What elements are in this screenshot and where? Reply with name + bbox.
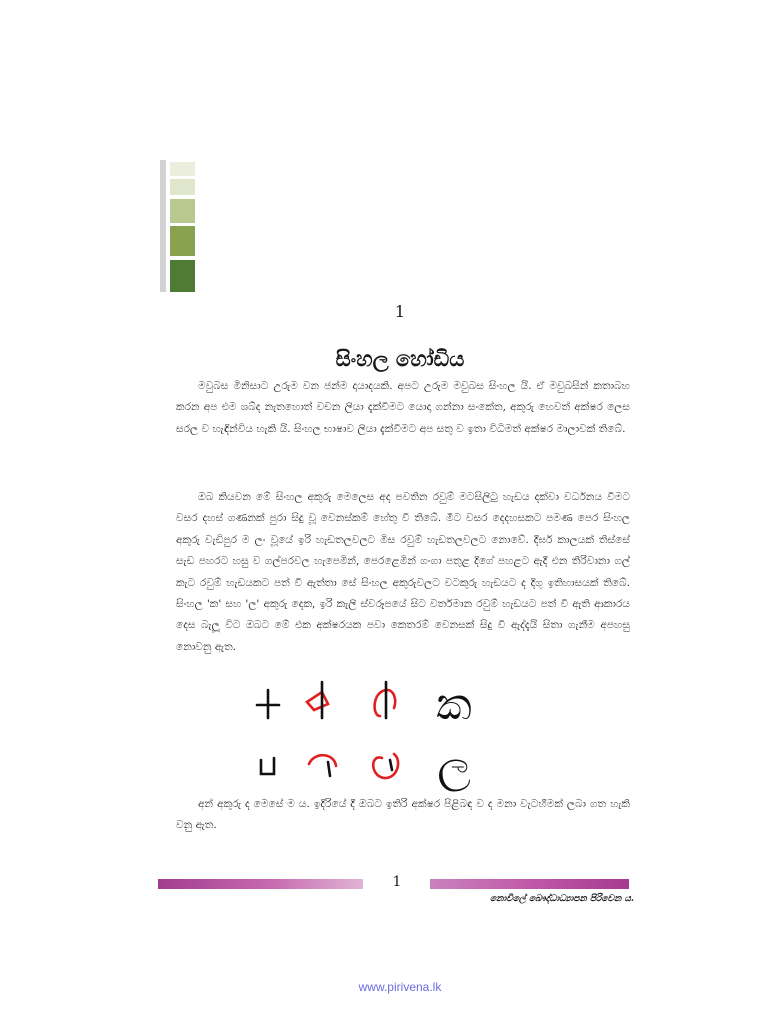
ka-stage-2: [307, 682, 328, 718]
page-title: සිංහල හෝඩිය: [335, 346, 465, 371]
site-url-link[interactable]: www.pirivena.lk: [358, 980, 442, 994]
la-stage-1: [261, 758, 274, 774]
ka-stage-3: [375, 682, 396, 718]
swatch-5: [170, 260, 195, 292]
swatch-rail: [160, 160, 166, 292]
footer-credit: නොවිලේ බෞද්ධාධ්‍යාපන පිරිවෙන ය.: [489, 894, 634, 904]
la-stage-3: [373, 754, 398, 778]
chapter-number: 1: [394, 302, 406, 321]
footer-page-number: 1: [392, 874, 402, 890]
swatch-1: [170, 162, 195, 176]
letter-evolution-figure: [236, 672, 506, 792]
color-swatch-strip: [160, 160, 196, 292]
swatch-4: [170, 226, 195, 256]
paragraph-2: ඔබ කියවන මේ සිංහල අකුරු මෙලෙස අද පවතින රවුම් මටසිලිටු හැඩය දක්වා වර්ධනය වීමට වසර දහස් ගණනක් පුරා සිදු වූ වෙනස්කම් හේතු වී තිබේ. මීට වසර දෙදහසකට පමණ පෙර සිංහල අකුරු වැඩිපුර ම ලං වූයේ ඉරි හැඩතලවලට මිස රවුම් හැඩතලවලට නොවේ. දීර්ඝ කාලයක් තිස්සේ සැඩ පහරට හසු ව ගල්පරවල හැපෙමින්, පෙරළෙමින් ගංගා පතුළ දිගේ පහළට ඇදී එන තිරිවානා ගල් කැට රවුම් හැඩයකට පත් වී ඇත්තා සේ සිංහල අකුරුවලට වටකුරු හැඩයට ද දිගු ඉතිහාසයක් තිබේ. සිංහල 'ක' සහ 'ල' අකුරු දෙක, ඉරි කැලි ස්වරූපයේ සිට වර්තමාන රවුම් හැඩයට පත් වී ඇති ආකාරය දෙස බැලූ විට ඔබට මේ එක අක්ෂරයක පවා කෙතරම් වෙනසක් සිදු වී ඇද්දැයි සිතා ගැනීම අපහසු නොවනු ඇත.: [176, 491, 630, 653]
la-stage-2: [309, 755, 336, 776]
swatch-2: [170, 179, 195, 195]
ka-stage-1: [257, 690, 279, 718]
paragraph-3: අන් අකුරු ද මෙසේ ම ය. ඉදිරියේ දී ඔබට ඉතිරි අක්ෂර පිළිබඳ ව ද මනා වැටහීමක් ලබා ගත හැකි වනු ඇත.: [176, 798, 630, 832]
footer-bar-right: [430, 879, 629, 889]
footer-bar-left: [158, 879, 363, 889]
la-modern-letter: ල: [437, 740, 471, 791]
paragraph-1: මවුබස මිනිසාට උරුම වන ජන්ම දායාදයකි. අපට උරුම මවුබස සිංහල යි. ඒ මවුබසින් කතාබහ කරන අප එම ශබ්ද නැතහොත් වචන ලියා දැක්වීමට යොදා ගන්නා සංකේත, අකුරු හෙවත් අක්ෂර ලෙස සරල ව හැඳින්විය හැකි යි. සිංහල භාෂාව ලියා දැක්වීමට අප සතු ව ඉතා විධිමත් අක්ෂර මාලාවක් තිබේ.: [176, 380, 630, 435]
swatch-3: [170, 199, 195, 223]
ka-modern-letter: ක: [436, 679, 472, 730]
